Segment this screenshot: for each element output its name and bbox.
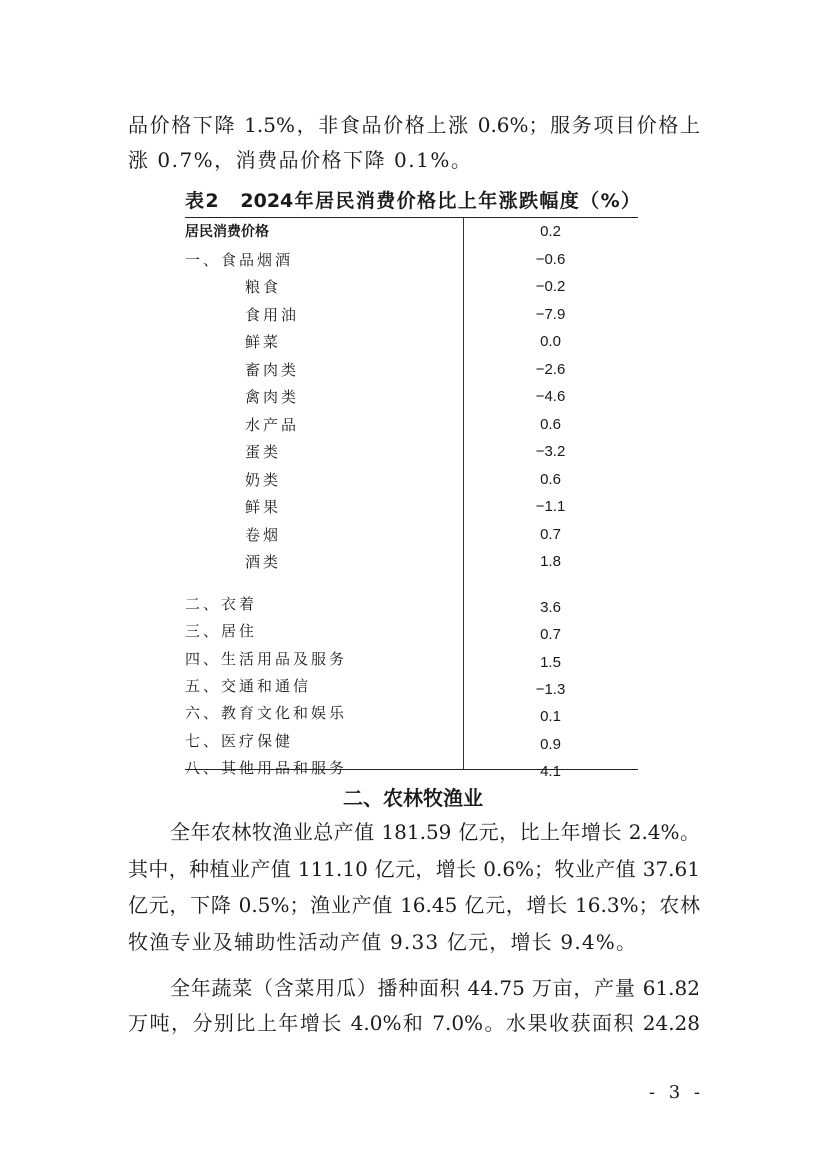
row-value: 3.6 xyxy=(540,599,561,616)
row-value: −1.3 xyxy=(535,680,566,698)
body-line: 全年蔬菜（含菜用瓜）播种面积 44.75 万亩，产量 61.82 xyxy=(170,976,700,1000)
intro-line: 品价格下降 1.5%，非食品价格上涨 0.6%；服务项目价格上 xyxy=(128,113,700,137)
table-row xyxy=(185,219,638,245)
table-row xyxy=(185,549,638,575)
row-label: 水产品 xyxy=(245,415,300,434)
table-row xyxy=(185,591,638,617)
table-row xyxy=(185,247,638,273)
row-label: 粮食 xyxy=(245,278,282,296)
row-label: 蛋类 xyxy=(245,443,282,461)
row-value: 4.1 xyxy=(540,762,561,780)
table-row xyxy=(185,467,638,493)
row-label: 鲜果 xyxy=(245,498,282,516)
table-row xyxy=(185,439,638,465)
row-value: 0.6 xyxy=(540,415,561,433)
row-label: 畜肉类 xyxy=(245,360,300,379)
row-label: 七、医疗保健 xyxy=(185,731,294,750)
row-value: −1.1 xyxy=(535,498,566,515)
row-value: −0.2 xyxy=(535,278,566,295)
table-row xyxy=(185,646,638,672)
body-line: 亿元，下降 0.5%；渔业产值 16.45 亿元，增长 16.3%；农林 xyxy=(128,893,700,917)
row-label: 四、生活用品及服务 xyxy=(185,649,348,668)
row-label: 二、衣着 xyxy=(185,595,258,613)
table-row xyxy=(185,412,638,438)
row-value: −2.6 xyxy=(535,360,566,378)
row-value: −3.2 xyxy=(535,443,566,460)
row-label: 酒类 xyxy=(245,553,282,571)
row-label: 六、教育文化和娱乐 xyxy=(185,704,348,723)
table-row xyxy=(185,673,638,699)
table-row xyxy=(185,618,638,644)
row-label: 奶类 xyxy=(245,470,282,489)
table-row xyxy=(185,329,638,355)
row-value: 0.9 xyxy=(540,735,561,753)
table-row xyxy=(185,384,638,410)
table-row xyxy=(185,274,638,300)
row-value: 0.6 xyxy=(540,470,561,488)
table-row xyxy=(185,755,638,781)
table-row xyxy=(185,302,638,328)
body-line: 牧渔专业及辅助性活动产值 9.33 亿元，增长 9.4%。 xyxy=(128,930,638,954)
row-label: 禽肉类 xyxy=(245,388,300,406)
row-value: 1.8 xyxy=(540,553,561,570)
row-label: 食用油 xyxy=(245,305,300,324)
row-label: 八、其他用品和服务 xyxy=(185,758,348,777)
row-value: 0.7 xyxy=(540,525,561,543)
row-value: 0.7 xyxy=(540,626,561,644)
row-value: −0.6 xyxy=(535,250,566,268)
table-title: 表2 2024年居民消费价格比上年涨跌幅度（%） xyxy=(185,190,640,212)
page-number: - 3 - xyxy=(648,1082,704,1103)
table-row xyxy=(185,522,638,548)
table-row xyxy=(185,357,638,383)
row-value: −7.9 xyxy=(535,305,566,323)
row-value: 0.0 xyxy=(540,333,561,350)
section-heading: 二、农林牧渔业 xyxy=(343,786,483,810)
row-value: 0.2 xyxy=(540,223,561,240)
cpi-table xyxy=(185,217,638,780)
row-value: 0.1 xyxy=(540,708,561,726)
row-label: 居民消费价格 xyxy=(185,224,269,240)
row-label: 一、食品烟酒 xyxy=(185,250,294,269)
row-value: 1.5 xyxy=(540,653,561,671)
row-label: 五、交通和通信 xyxy=(185,676,312,695)
row-label: 鲜菜 xyxy=(245,333,282,351)
table-row xyxy=(185,494,638,520)
row-value: −4.6 xyxy=(535,388,566,405)
intro-line: 涨 0.7%，消费品价格下降 0.1%。 xyxy=(128,148,473,172)
body-line: 万吨，分别比上年增长 4.0%和 7.0%。水果收获面积 24.28 xyxy=(128,1011,700,1035)
body-line: 其中，种植业产值 111.10 亿元，增长 0.6%；牧业产值 37.61 xyxy=(128,857,700,881)
row-label: 卷烟 xyxy=(245,525,282,544)
row-label: 三、居住 xyxy=(185,622,258,641)
table-row xyxy=(185,700,638,726)
body-line: 全年农林牧渔业总产值 181.59 亿元，比上年增长 2.4%。 xyxy=(170,820,700,844)
table-row xyxy=(185,728,638,754)
